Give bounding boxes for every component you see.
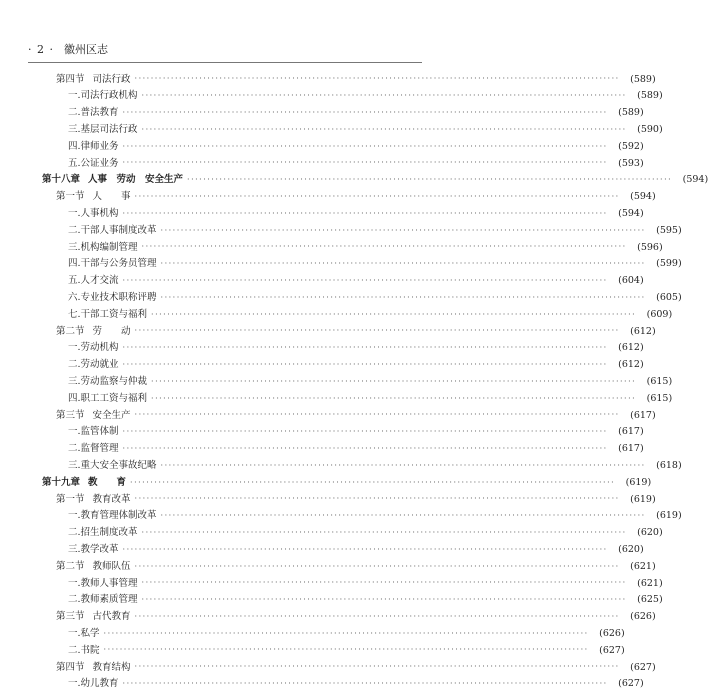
toc-dot-leader: ························································································································ bbox=[160, 292, 646, 302]
toc-entry-label bbox=[42, 427, 121, 437]
toc-entry-label bbox=[42, 175, 185, 185]
toc-entry-label bbox=[42, 142, 121, 152]
toc-item-row bbox=[42, 541, 644, 558]
toc-dot-leader: ························································································································ bbox=[130, 477, 616, 487]
toc-page-number: (590) bbox=[637, 124, 663, 136]
toc-page-number: (617) bbox=[630, 409, 656, 421]
toc-page-number: (593) bbox=[618, 157, 644, 169]
toc-dot-leader: ························································································································ bbox=[134, 326, 620, 336]
toc-entry-title: 一.教师人事管理 bbox=[68, 577, 138, 589]
toc-item-row bbox=[42, 273, 644, 290]
toc-item-row bbox=[42, 256, 682, 273]
toc-dot-leader: ························································································································ bbox=[160, 460, 646, 470]
toc-entry-title: 三.教学改革 bbox=[68, 543, 119, 555]
toc-page-number: (595) bbox=[656, 224, 682, 236]
toc-page-number: (604) bbox=[618, 275, 644, 287]
toc-page-number: (592) bbox=[618, 140, 644, 152]
toc-dot-leader: ························································································································ bbox=[141, 242, 627, 252]
toc-entry-label bbox=[42, 226, 159, 236]
toc-entry-prefix: 第十八章 bbox=[42, 174, 81, 186]
toc-dot-leader: ························································································································ bbox=[134, 74, 620, 84]
toc-entry-title: 一.私学 bbox=[68, 627, 100, 639]
toc-entry-title: 二.监督管理 bbox=[68, 443, 119, 455]
page-header bbox=[28, 40, 108, 58]
toc-chapter-row bbox=[42, 474, 652, 491]
toc-entry-label bbox=[42, 579, 140, 589]
toc-dot-leader: ························································································································ bbox=[122, 427, 608, 437]
toc-dot-leader: ························································································································ bbox=[122, 275, 608, 285]
toc-dot-leader: ························································································································ bbox=[160, 225, 646, 235]
toc-page-number: (619) bbox=[656, 510, 682, 522]
toc-item-row bbox=[42, 525, 663, 542]
toc-page-number: (612) bbox=[630, 325, 656, 337]
toc-item-row bbox=[42, 625, 625, 642]
toc-entry-label bbox=[42, 663, 133, 673]
toc-section-row bbox=[42, 558, 656, 575]
toc-page-number: (620) bbox=[618, 543, 644, 555]
toc-page-number: (594) bbox=[618, 208, 644, 220]
toc-entry-label bbox=[42, 125, 140, 135]
toc-page-number: (594) bbox=[630, 191, 656, 203]
toc-entry-prefix: 第三节 bbox=[56, 409, 85, 421]
toc-item-row bbox=[42, 592, 663, 609]
toc-entry-label bbox=[42, 327, 133, 337]
toc-dot-leader: ························································································································ bbox=[160, 511, 646, 521]
toc-dot-leader: ························································································································ bbox=[134, 191, 620, 201]
toc-dot-leader: ························································································································ bbox=[122, 141, 608, 151]
toc-entry-title: 一.司法行政机构 bbox=[68, 90, 138, 102]
toc-entry-title: 六.专业技术职称评聘 bbox=[68, 292, 157, 303]
toc-page-number: (589) bbox=[618, 107, 644, 119]
toc-dot-leader: ························································································································ bbox=[151, 376, 637, 386]
toc-dot-leader: ························································································································ bbox=[141, 578, 627, 588]
toc-entry-prefix: 第十九章 bbox=[42, 476, 81, 488]
toc-entry-label bbox=[42, 75, 133, 85]
toc-entry-prefix: 第四节 bbox=[56, 73, 85, 85]
toc-page-number: (618) bbox=[656, 459, 682, 471]
toc-entry-title: 二.教师素质管理 bbox=[68, 594, 138, 606]
toc-item-row bbox=[42, 155, 644, 172]
toc-entry-label bbox=[42, 411, 133, 421]
toc-item-row bbox=[42, 424, 644, 441]
toc-entry-title: 安全生产 bbox=[92, 409, 131, 421]
toc-item-row bbox=[42, 138, 644, 155]
toc-section-row bbox=[42, 189, 656, 206]
toc-entry-title: 劳 动 bbox=[92, 325, 131, 337]
toc-entry-prefix: 第四节 bbox=[56, 661, 85, 673]
toc-item-row bbox=[42, 306, 673, 323]
toc-entry-label bbox=[42, 377, 149, 387]
toc-item-row bbox=[42, 441, 644, 458]
toc-page-number: (627) bbox=[599, 644, 625, 656]
toc-entry-label bbox=[42, 91, 140, 101]
toc-dot-leader: ························································································································ bbox=[122, 679, 608, 689]
toc-page-number: (615) bbox=[646, 375, 673, 387]
toc-entry-title: 四.干部与公务员管理 bbox=[68, 258, 157, 270]
toc-page-number: (599) bbox=[656, 258, 682, 270]
toc-entry-title: 四.律师业务 bbox=[68, 140, 119, 152]
toc-item-row bbox=[42, 676, 644, 692]
toc-entry-title: 一.教育管理体制改革 bbox=[68, 510, 157, 522]
toc-dot-leader: ························································································································ bbox=[122, 544, 608, 554]
toc-entry-title: 古代教育 bbox=[92, 611, 131, 623]
toc-page-number: (617) bbox=[618, 426, 644, 438]
toc-item-row bbox=[42, 357, 644, 374]
toc-entry-prefix: 第二节 bbox=[56, 560, 85, 572]
toc-entry-title: 教师队伍 bbox=[92, 560, 131, 572]
toc-entry-title: 司法行政 bbox=[92, 73, 131, 85]
toc-page-number: (620) bbox=[637, 527, 663, 539]
toc-item-row bbox=[42, 340, 644, 357]
toc-entry-label bbox=[42, 612, 133, 622]
toc-page-number: (609) bbox=[646, 308, 673, 320]
toc-item-row bbox=[42, 575, 663, 592]
toc-entry-label bbox=[42, 444, 121, 454]
toc-dot-leader: ························································································································ bbox=[141, 595, 627, 605]
toc-page-number: (627) bbox=[630, 661, 656, 673]
toc-page-number: (594) bbox=[682, 174, 708, 186]
toc-page-number: (625) bbox=[637, 594, 663, 606]
toc-entry-prefix: 第三节 bbox=[56, 611, 85, 623]
toc-section-row bbox=[42, 71, 656, 88]
toc-entry-label bbox=[42, 495, 133, 505]
toc-entry-prefix: 第一节 bbox=[56, 191, 85, 203]
toc-section-row bbox=[42, 323, 656, 340]
toc-page-number: (612) bbox=[618, 342, 644, 354]
toc-dot-leader: ························································································································ bbox=[122, 107, 608, 117]
toc-item-row bbox=[42, 239, 663, 256]
toc-entry-title: 二.招生制度改革 bbox=[68, 527, 138, 539]
toc-page-number: (589) bbox=[630, 73, 656, 85]
toc-entry-label bbox=[42, 360, 121, 370]
toc-entry-title: 三.重大安全事故纪略 bbox=[68, 459, 157, 471]
toc-entry-title: 一.幼儿教育 bbox=[68, 678, 119, 690]
toc-dot-leader: ························································································································ bbox=[141, 527, 627, 537]
toc-page-number: (619) bbox=[630, 493, 656, 505]
toc-dot-leader: ························································································································ bbox=[134, 561, 620, 571]
toc-dot-leader: ························································································································ bbox=[134, 611, 620, 621]
toc-dot-leader: ························································································································ bbox=[134, 410, 620, 420]
toc-entry-label bbox=[42, 478, 128, 488]
toc-section-row bbox=[42, 609, 656, 626]
toc-dot-leader: ························································································································ bbox=[134, 494, 620, 504]
toc-item-row bbox=[42, 105, 644, 122]
book-title: 徽州区志 bbox=[64, 43, 108, 56]
toc-page-number: (615) bbox=[646, 392, 673, 404]
toc-entry-title: 三.基层司法行政 bbox=[68, 124, 138, 136]
toc-dot-leader: ························································································································ bbox=[141, 91, 627, 101]
toc-entry-title: 教育结构 bbox=[92, 661, 131, 673]
toc-entry-label bbox=[42, 343, 121, 353]
toc-entry-label bbox=[42, 545, 121, 555]
toc-dot-leader: ························································································································ bbox=[151, 309, 637, 319]
toc-entry-label bbox=[42, 511, 159, 521]
toc-item-row bbox=[42, 642, 625, 659]
toc-dot-leader: ························································································································ bbox=[122, 208, 608, 218]
toc-entry-label bbox=[42, 276, 121, 286]
toc-entry-title: 三.机构编制管理 bbox=[68, 241, 138, 253]
toc-dot-leader: ························································································································ bbox=[187, 175, 673, 185]
toc-entry-title: 人 事 bbox=[92, 191, 131, 203]
toc-dot-leader: ························································································································ bbox=[122, 343, 608, 353]
toc-entry-title: 教 育 bbox=[88, 476, 127, 488]
toc-dot-leader: ························································································································ bbox=[122, 158, 608, 168]
toc-dot-leader: ························································································································ bbox=[160, 259, 646, 269]
toc-dot-leader: ························································································································ bbox=[103, 645, 589, 655]
toc-entry-label bbox=[42, 528, 140, 538]
toc-entry-label bbox=[42, 679, 121, 689]
toc-item-row bbox=[42, 390, 673, 407]
toc-dot-leader: ························································································································ bbox=[141, 124, 627, 134]
toc-item-row bbox=[42, 88, 663, 105]
toc-section-row bbox=[42, 659, 656, 676]
toc-entry-title: 二.书院 bbox=[68, 644, 100, 656]
toc-page-number: (589) bbox=[637, 90, 663, 102]
page-number-marker: · 2 · bbox=[28, 42, 54, 56]
toc-item-row bbox=[42, 289, 682, 306]
toc-item-row bbox=[42, 457, 682, 474]
toc-entry-title: 三.劳动监察与仲裁 bbox=[68, 375, 148, 387]
toc-page-number: (627) bbox=[618, 678, 644, 690]
toc-entry-title: 二.干部人事制度改革 bbox=[68, 224, 157, 236]
toc-item-row bbox=[42, 373, 673, 390]
toc-entry-label bbox=[42, 595, 140, 605]
toc-dot-leader: ························································································································ bbox=[122, 443, 608, 453]
toc-entry-title: 五.公证业务 bbox=[68, 157, 119, 169]
toc-page-number: (619) bbox=[625, 476, 652, 488]
toc-entry-title: 教育改革 bbox=[92, 493, 131, 505]
toc-entry-prefix: 第二节 bbox=[56, 325, 85, 337]
toc-entry-label bbox=[42, 108, 121, 118]
toc-entry-label bbox=[42, 209, 121, 219]
toc-entry-label bbox=[42, 192, 133, 202]
toc-entry-label bbox=[42, 629, 102, 639]
toc-entry-title: 五.人才交流 bbox=[68, 275, 119, 287]
toc-entry-title: 四.职工工资与福利 bbox=[68, 392, 148, 404]
toc-entry-prefix: 第一节 bbox=[56, 493, 85, 505]
toc-entry-title: 二.劳动就业 bbox=[68, 359, 119, 371]
toc-page-number: (626) bbox=[599, 627, 625, 639]
toc-item-row bbox=[42, 508, 682, 525]
toc-page-number: (621) bbox=[630, 560, 656, 572]
toc-page-number: (626) bbox=[630, 611, 656, 623]
toc-page-number: (596) bbox=[637, 241, 663, 253]
toc-dot-leader: ························································································································ bbox=[134, 662, 620, 672]
toc-item-row bbox=[42, 222, 682, 239]
toc-entry-label bbox=[42, 259, 159, 269]
toc-entry-label bbox=[42, 159, 121, 169]
toc-entry-label bbox=[42, 293, 159, 303]
toc-dot-leader: ························································································································ bbox=[103, 628, 589, 638]
toc-entry-label bbox=[42, 394, 149, 404]
toc-chapter-row bbox=[42, 172, 708, 189]
toc-entry-label bbox=[42, 562, 133, 572]
toc-page-number: (621) bbox=[637, 577, 663, 589]
toc-entry-label bbox=[42, 243, 140, 253]
toc-dot-leader: ························································································································ bbox=[122, 359, 608, 369]
toc-item-row bbox=[42, 121, 663, 138]
toc-page-number: (605) bbox=[656, 292, 682, 303]
toc-entry-title: 一.劳动机构 bbox=[68, 342, 119, 354]
toc-dot-leader: ························································································································ bbox=[151, 393, 637, 403]
toc-entry-title: 人事 劳动 安全生产 bbox=[88, 174, 184, 186]
toc-entry-title: 七.干部工资与福利 bbox=[68, 308, 148, 320]
table-of-contents bbox=[42, 71, 708, 692]
toc-entry-title: 一.监管体制 bbox=[68, 426, 119, 438]
toc-section-row bbox=[42, 407, 656, 424]
toc-entry-label bbox=[42, 310, 149, 320]
header-divider bbox=[28, 62, 422, 63]
toc-entry-title: 一.人事机构 bbox=[68, 208, 119, 220]
toc-page-number: (612) bbox=[618, 359, 644, 371]
toc-entry-title: 二.普法教育 bbox=[68, 107, 119, 119]
toc-item-row bbox=[42, 205, 644, 222]
toc-entry-label bbox=[42, 461, 159, 471]
toc-entry-label bbox=[42, 646, 102, 656]
toc-section-row bbox=[42, 491, 656, 508]
toc-page-number: (617) bbox=[618, 443, 644, 455]
